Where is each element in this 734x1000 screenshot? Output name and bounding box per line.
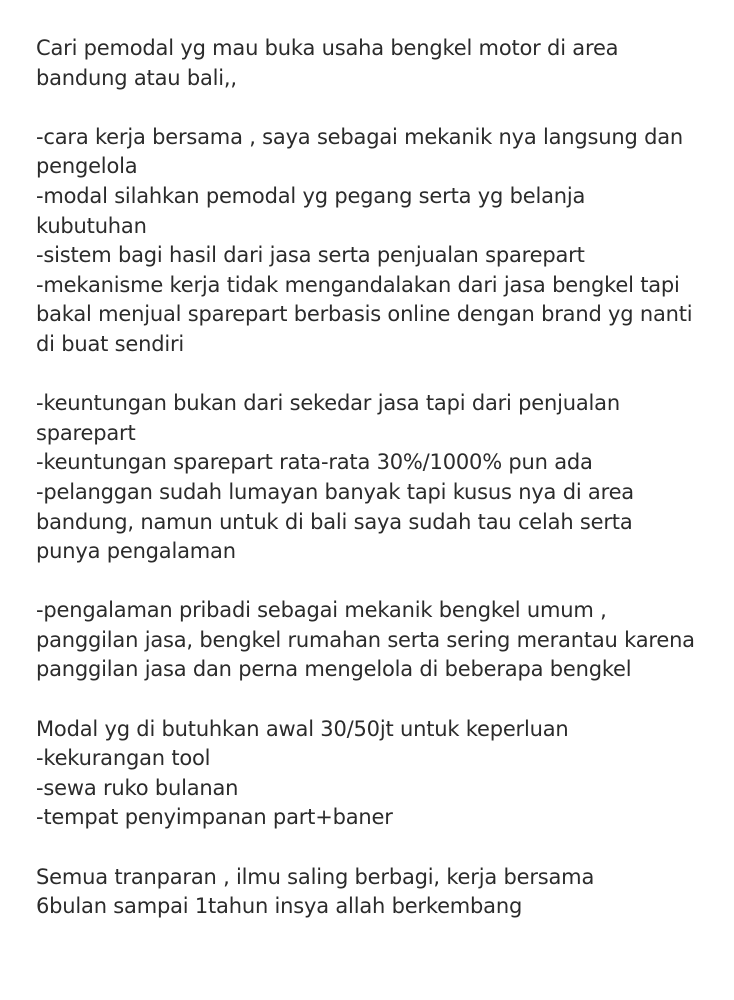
paragraph-profit [36, 389, 716, 567]
paragraph-experience [36, 596, 716, 685]
text-line: punya pengalaman [36, 539, 236, 564]
paragraph-closing [36, 863, 716, 922]
paragraph-intro [36, 34, 716, 93]
text-line: di buat sendiri [36, 331, 185, 356]
text-line: bandung atau bali,, [36, 65, 237, 90]
paragraph-capital [36, 715, 716, 833]
text-line: sparepart [36, 420, 136, 445]
note-body [36, 34, 716, 922]
text-line: -pengalaman pribadi sebagai mekanik bengkel umum , [36, 598, 607, 623]
text-line: -kekurangan tool [36, 746, 211, 771]
text-line: -cara kerja bersama , saya sebagai mekanik nya langsung dan [36, 124, 684, 149]
text-line: panggilan jasa dan perna mengelola di beberapa bengkel [36, 657, 632, 682]
text-line: kubutuhan [36, 213, 147, 238]
text-line: bakal menjual sparepart berbasis online dengan brand yg nanti [36, 302, 693, 327]
text-line: -sistem bagi hasil dari jasa serta penjualan sparepart [36, 243, 585, 268]
text-line: -sewa ruko bulanan [36, 775, 239, 800]
text-line: -modal silahkan pemodal yg pegang serta yg belanja [36, 183, 586, 208]
text-line: bandung, namun untuk di bali saya sudah tau celah serta [36, 509, 633, 534]
paragraph-work-terms [36, 123, 716, 360]
text-line: -tempat penyimpanan part+baner [36, 805, 393, 830]
text-line: pengelola [36, 154, 138, 179]
text-line: 6bulan sampai 1tahun insya allah berkembang [36, 894, 523, 919]
text-line: panggilan jasa, bengkel rumahan serta sering merantau karena [36, 627, 695, 652]
text-line: -keuntungan bukan dari sekedar jasa tapi dari penjualan [36, 391, 620, 416]
text-line: Modal yg di butuhkan awal 30/50jt untuk keperluan [36, 716, 569, 741]
text-line: -pelanggan sudah lumayan banyak tapi kusus nya di area [36, 479, 634, 504]
text-line: Semua tranparan , ilmu saling berbagi, kerja bersama [36, 864, 595, 889]
text-line: -keuntungan sparepart rata-rata 30%/1000% pun ada [36, 450, 593, 475]
text-line: -mekanisme kerja tidak mengandalakan dari jasa bengkel tapi [36, 272, 680, 297]
text-line: Cari pemodal yg mau buka usaha bengkel motor di area [36, 36, 619, 60]
